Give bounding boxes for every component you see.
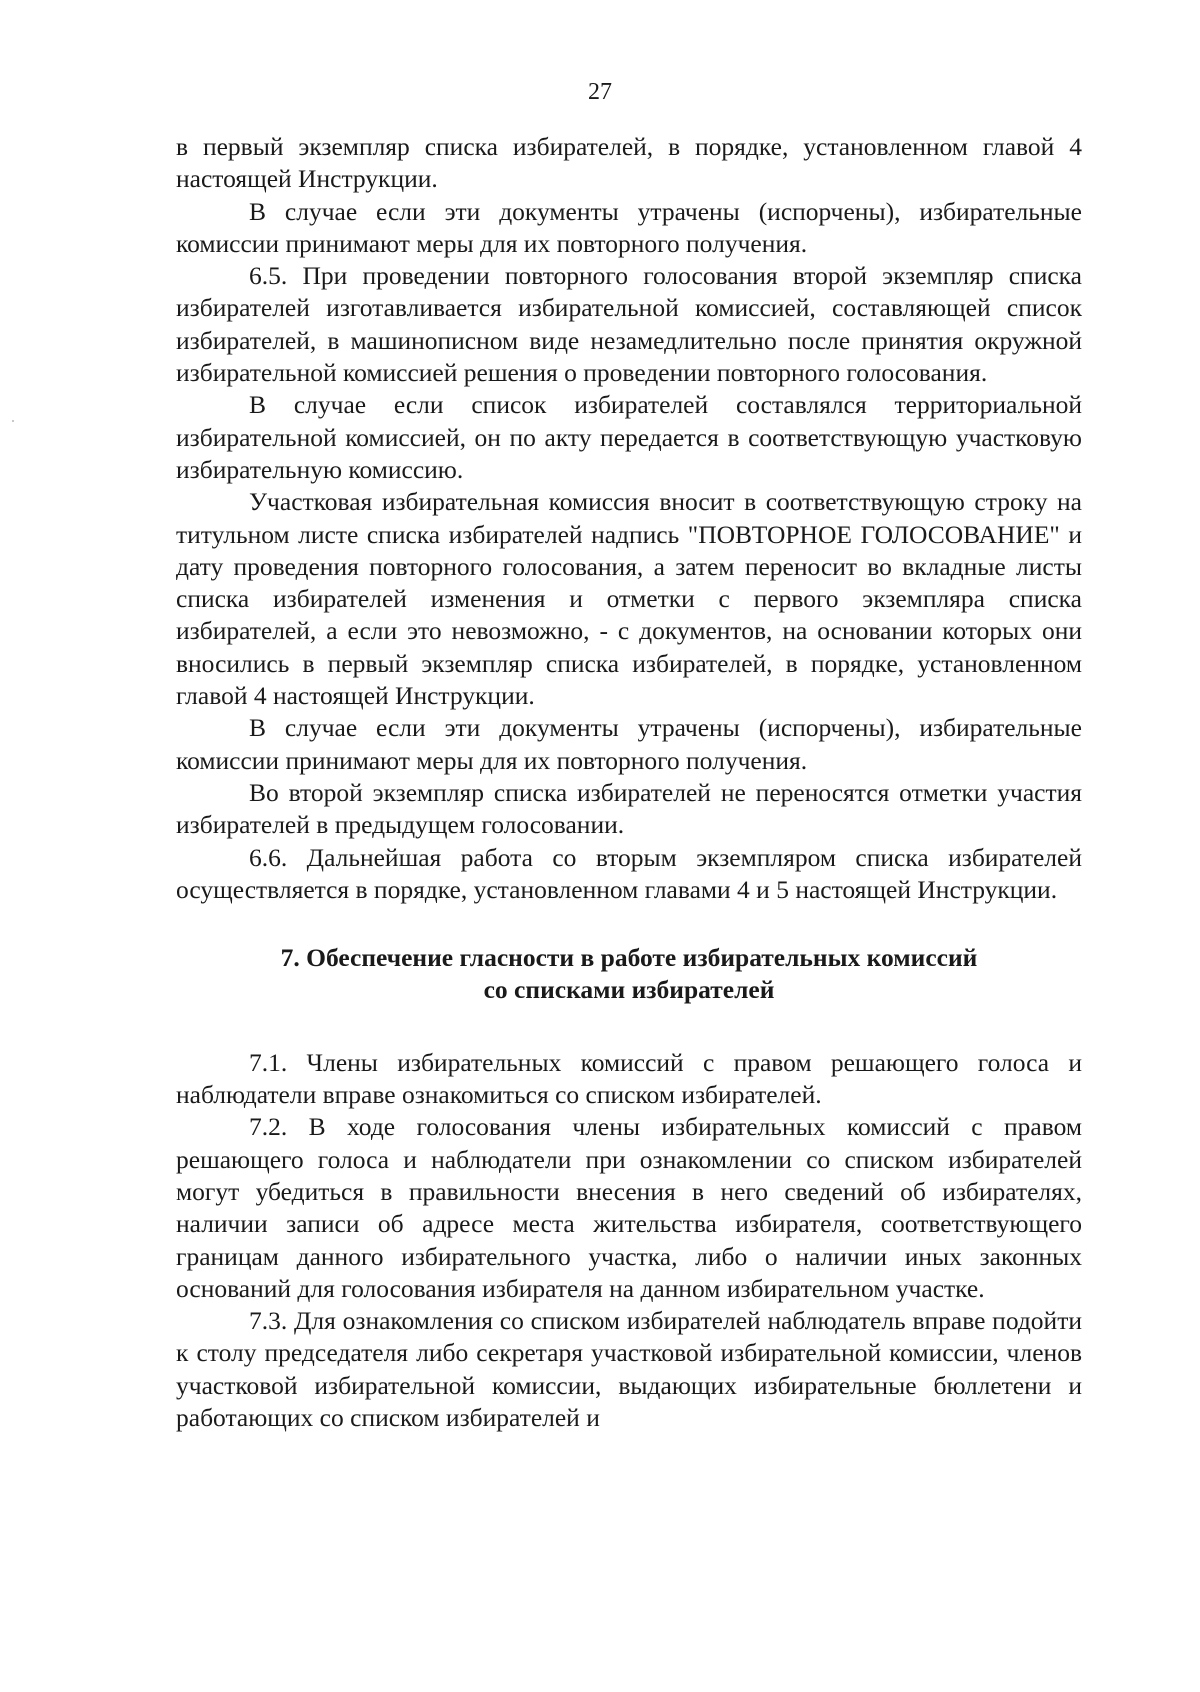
spacer: [176, 906, 1082, 942]
paragraph-7-1: 7.1. Члены избирательных комиссий с правом решающего голоса и наблюдатели вправе ознакомиться со списком избирателей.: [176, 1047, 1082, 1110]
paragraph: в первый экземпляр списка избирателей, в порядке, установленном главой 4 настоящей Инструкции.: [176, 132, 1082, 194]
page-number: 27: [588, 79, 612, 105]
paragraph-6-6: 6.6. Дальнейшая работа со вторым экземпляром списка избирателей осуществляется в порядке, установленном главами 4 и 5 настоящей Инструкции.: [176, 842, 1082, 904]
paragraph-6-5: 6.5. При проведении повторного голосования второй экземпляр списка избирателей изготавливается избирательной комиссией, составляющей список избирателей, в машинописном виде незамедлительно после принятия окружной избирательной комиссией решения о проведении повторного голосования.: [176, 261, 1082, 388]
section-heading-line-1: 7. Обеспечение гласности в работе избирательных комиссий: [280, 943, 978, 973]
spacer: [176, 1007, 1082, 1047]
paragraph: Участковая избирательная комиссия вносит в соответствующую строку на титульном листе списка избирателей надпись "ПОВТОРНОЕ ГОЛОСОВАНИЕ" и дату проведения повторного голосования, а затем переносит во вкладные листы списка избирателей изменения и отметки с первого экземпляра списка избирателей, а если это невозможно, - с документов, на основании которых они вносились в первый экземпляр списка избирателей, в порядке, установленном главой 4 настоящей Инструкции.: [176, 487, 1082, 711]
section-heading: [176, 942, 1082, 1007]
paragraph: В случае если эти документы утрачены (испорчены), избирательные комиссии принимают меры для их повторного получения.: [176, 196, 1082, 258]
paragraph: В случае если список избирателей составлялся территориальной избирательной комиссией, он по акту передается в соответствующую участковую избирательную комиссию.: [176, 390, 1082, 484]
document-body: [176, 131, 1082, 1434]
scan-speck: [12, 420, 14, 422]
paragraph: В случае если эти документы утрачены (испорчены), избирательные комиссии принимают меры для их повторного получения.: [176, 713, 1082, 775]
section-heading-line-2: со списками избирателей: [483, 975, 775, 1005]
paragraph-7-3: 7.3. Для ознакомления со списком избирателей наблюдатель вправе подойти к столу председателя либо секретаря участковой избирательной комиссии, членов участковой избирательной комиссии, выдающих избирательные бюллетени и работающих со списком избирателей и: [176, 1306, 1082, 1432]
paragraph-7-2: 7.2. В ходе голосования члены избирательных комиссий с правом решающего голоса и наблюдатели при ознакомлении со списком избирателей могут убедиться в правильности внесения в него сведений об избирателях, наличии записи об адресе места жительства избирателя, соответствующего границам данного избирательного участка, либо о наличии иных законных оснований для голосования избирателя на данном избирательном участке.: [176, 1112, 1082, 1303]
paragraph: Во второй экземпляр списка избирателей не переносятся отметки участия избирателей в предыдущем голосовании.: [176, 777, 1082, 840]
